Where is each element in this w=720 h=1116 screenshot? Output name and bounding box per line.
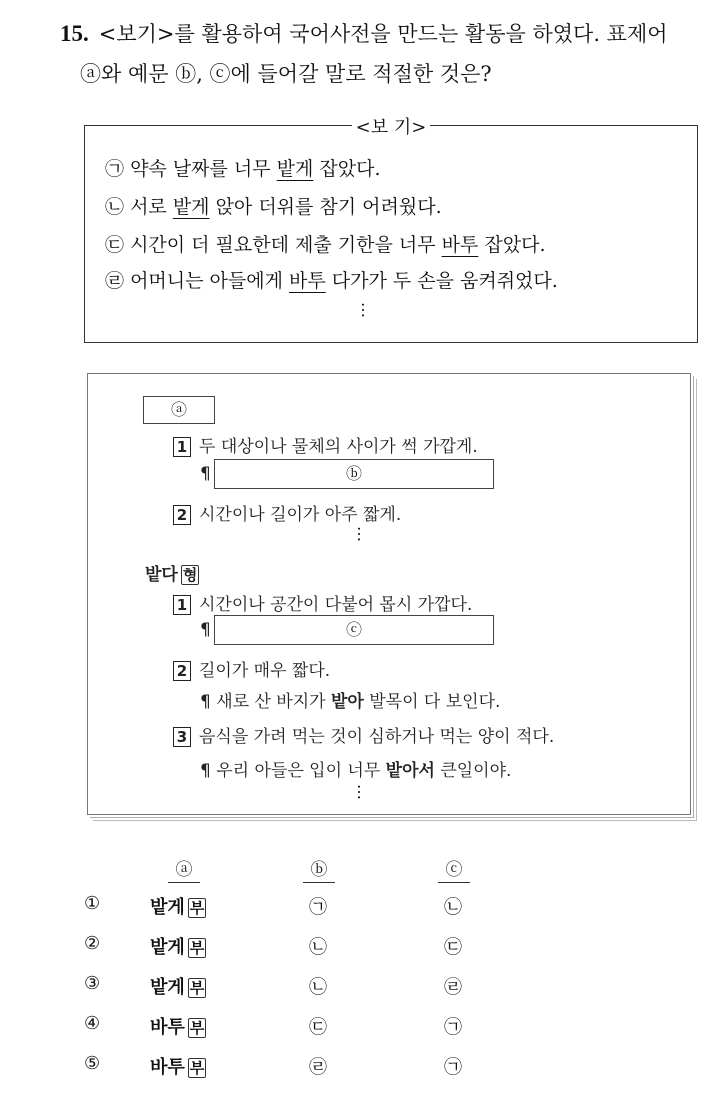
sense-number: 2 [173, 661, 191, 681]
item-mark: ㉡ [105, 196, 125, 218]
ellipsis: … [354, 784, 373, 800]
sense-definition: 시간이나 길이가 아주 짧게. [199, 505, 402, 525]
example-text: 큰일이야. [434, 761, 512, 781]
dictionary-box [87, 373, 691, 815]
choice-c: ㉠ [444, 1017, 462, 1038]
sense-2 [173, 500, 401, 525]
sense-definition: 시간이나 공간이 다붙어 몹시 가깝다. [199, 595, 473, 615]
choice-a [150, 973, 206, 999]
sense-1 [173, 432, 478, 457]
pos-tag: 부 [189, 979, 205, 997]
choice-c: ㉠ [444, 1057, 462, 1078]
item-text: 잡았다. [478, 234, 546, 256]
headword-blank-a: ⓐ [143, 396, 215, 424]
pos-tag: 부 [189, 1019, 205, 1037]
choice-word: 밭게 [150, 897, 185, 918]
question-line-2: ⓐ와 예문 ⓑ, ⓒ에 들어갈 말로 적절한 것은? [80, 62, 492, 86]
choice-number[interactable]: ④ [84, 1013, 101, 1034]
sense-definition: 두 대상이나 물체의 사이가 썩 가깝게. [199, 437, 478, 457]
example-text: 발목이 다 보인다. [363, 692, 501, 712]
bogi-item [105, 266, 558, 293]
choice-number[interactable]: ① [84, 893, 101, 914]
item-text: 다가가 두 손을 움켜쥐었다. [325, 270, 558, 292]
choice-a [150, 933, 206, 959]
choice-word: 바투 [150, 1017, 185, 1038]
pos-tag: 형 [182, 566, 198, 584]
sense-number: 1 [173, 437, 191, 457]
pos-tag: 부 [189, 899, 205, 917]
headword-2 [145, 560, 199, 585]
sense-number: 1 [173, 595, 191, 615]
bogi-item [105, 192, 442, 219]
header-b: ⓑ [303, 855, 335, 883]
example-blank-b: ⓑ [214, 459, 494, 489]
pilcrow: ¶ [200, 464, 211, 484]
example-sentence [200, 687, 500, 712]
item-mark: ㉣ [105, 270, 125, 292]
choice-word: 밭게 [150, 937, 185, 958]
item-text: 서로 [130, 196, 173, 218]
pilcrow: ¶ [200, 692, 211, 712]
underlined-word: 바투 [441, 234, 479, 256]
choice-c: ㉢ [444, 937, 462, 958]
example-text: 새로 산 바지가 [216, 692, 331, 712]
question-line-1 [60, 14, 668, 54]
pilcrow: ¶ [200, 620, 211, 640]
ellipsis: … [358, 302, 377, 318]
item-mark: ㉢ [105, 234, 125, 256]
choice-word: 밭게 [150, 977, 185, 998]
choice-a [150, 893, 206, 919]
example-text: 우리 아들은 입이 너무 [216, 761, 386, 781]
sense-definition: 길이가 매우 짧다. [199, 661, 331, 681]
choice-number[interactable]: ③ [84, 973, 101, 994]
choice-word: 바투 [150, 1057, 185, 1078]
item-text: 잡았다. [313, 158, 381, 180]
sense-number: 2 [173, 505, 191, 525]
sense-number: 3 [173, 727, 191, 747]
item-text: 시간이 더 필요한데 제출 기한을 너무 [130, 234, 442, 256]
choice-c: ㉡ [444, 897, 462, 918]
example-keyword: 밭아서 [385, 761, 435, 781]
choice-b: ㉡ [309, 937, 327, 958]
item-text: 어머니는 아들에게 [130, 270, 289, 292]
item-text: 약속 날짜를 너무 [130, 158, 277, 180]
example-sentence [200, 756, 511, 781]
item-text: 앉아 더위를 참기 어려웠다. [209, 196, 442, 218]
item-mark: ㉠ [105, 158, 125, 180]
choice-c: ㉣ [444, 977, 462, 998]
sense-3 [173, 722, 554, 747]
ellipsis: … [354, 526, 373, 542]
bogi-item [105, 154, 381, 181]
choice-b: ㉢ [309, 1017, 327, 1038]
choice-b: ㉠ [309, 897, 327, 918]
underlined-word: 바투 [288, 270, 326, 292]
headword: 밭다 [145, 565, 178, 585]
pos-tag: 부 [189, 1059, 205, 1077]
pos-tag: 부 [189, 939, 205, 957]
choice-number[interactable]: ② [84, 933, 101, 954]
question-stem [60, 14, 668, 94]
example-keyword: 밭아 [330, 692, 364, 712]
sense-2 [173, 656, 330, 681]
bogi-item [105, 230, 546, 257]
sense-definition: 음식을 가려 먹는 것이 심하거나 먹는 양이 적다. [199, 727, 555, 747]
underlined-word: 밭게 [276, 158, 314, 180]
pilcrow: ¶ [200, 761, 211, 781]
example-blank-c: ⓒ [214, 615, 494, 645]
choice-a [150, 1053, 206, 1079]
bogi-title [85, 113, 697, 139]
underlined-word: 밭게 [172, 196, 210, 218]
question-number: 15. [60, 21, 89, 46]
choice-b: ㉡ [309, 977, 327, 998]
bogi-box [84, 117, 698, 343]
header-c: ⓒ [438, 855, 470, 883]
choice-a [150, 1013, 206, 1039]
header-a: ⓐ [168, 855, 200, 883]
choice-b: ㉣ [309, 1057, 327, 1078]
choice-number[interactable]: ⑤ [84, 1053, 101, 1074]
bogi-title-text: <보 기> [352, 117, 431, 138]
question-text-1: <보기>를 활용하여 국어사전을 만드는 활동을 하였다. 표제어 [98, 22, 668, 46]
sense-1 [173, 590, 472, 615]
